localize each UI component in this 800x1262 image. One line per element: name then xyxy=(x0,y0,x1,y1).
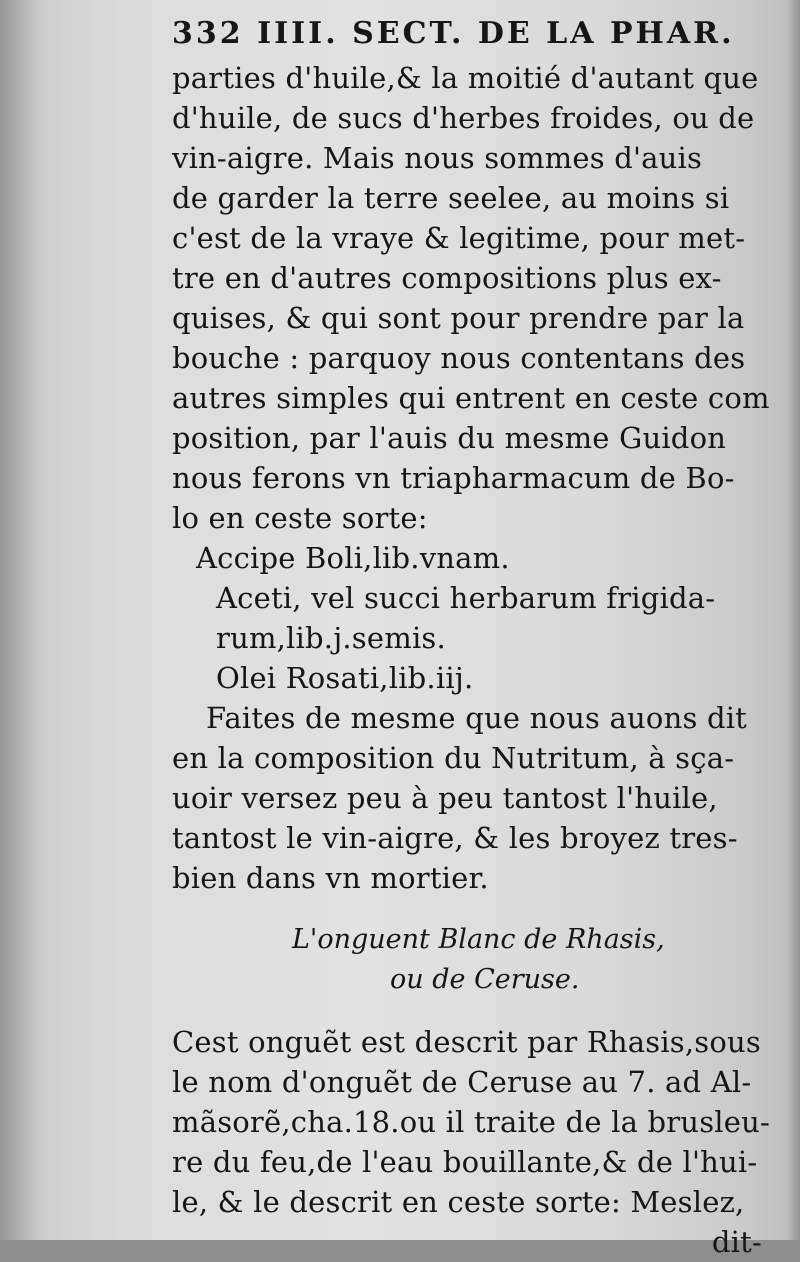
text-line: le, & le descrit en ceste sorte: Meslez, xyxy=(172,1185,745,1219)
text-line: lo en ceste sorte: xyxy=(172,501,428,535)
text-line: d'huile, de sucs d'herbes froides, ou de xyxy=(172,101,755,135)
text-line: re du feu,de l'eau bouillante,& de l'hui- xyxy=(172,1145,758,1179)
recipe xyxy=(172,538,772,698)
text-line: autres simples qui entrent en ceste com xyxy=(172,381,770,415)
text-line: bien dans vn mortier. xyxy=(172,861,489,895)
gutter-shadow xyxy=(0,0,40,1240)
text-line: Cest onguẽt est descrit par Rhasis,sous xyxy=(172,1025,761,1059)
text-line: parties d'huile,& la moitié d'autant que xyxy=(172,61,759,95)
text-line: vin-aigre. Mais nous sommes d'auis xyxy=(172,141,703,175)
text-block xyxy=(172,14,772,1262)
spacer xyxy=(172,898,772,920)
paragraph-2 xyxy=(172,698,772,898)
running-head: 332 IIII. SECT. DE LA PHAR. xyxy=(172,16,735,51)
text-line: mãsorẽ,cha.18.ou il traite de la brusleu- xyxy=(172,1105,770,1139)
recipe-line: Aceti, vel succi herbarum frigida- xyxy=(216,581,716,615)
text-line: en la composition du Nutritum, à sça- xyxy=(172,741,735,775)
text-line: uoir versez peu à peu tantost l'huile, xyxy=(172,781,718,815)
text-line: tantost le vin-aigre, & les broyez tres- xyxy=(172,821,738,855)
spacer xyxy=(172,1000,772,1022)
text-line: c'est de la vraye & legitime, pour met- xyxy=(172,221,746,255)
page-edge-shadow xyxy=(786,0,800,1240)
recipe-line: Accipe Boli,lib.vnam. xyxy=(196,541,510,575)
heading-line: ou de Ceruse. xyxy=(390,964,580,995)
text-line: quises, & qui sont pour prendre par la xyxy=(172,301,745,335)
section-heading xyxy=(172,920,772,1000)
text-line: de garder la terre seelee, au moins si xyxy=(172,181,730,215)
text-line: bouche : parquoy nous contentans des xyxy=(172,341,746,375)
recipe-line: rum,lib.j.semis. xyxy=(216,621,446,655)
paragraph-3 xyxy=(172,1022,772,1222)
catchword: dit- xyxy=(711,1225,762,1259)
text-line: le nom d'onguẽt de Ceruse au 7. ad Al- xyxy=(172,1065,752,1099)
paragraph-1 xyxy=(172,58,772,538)
text-line: tre en d'autres compositions plus ex- xyxy=(172,261,722,295)
text-line: nous ferons vn triapharmacum de Bo- xyxy=(172,461,735,495)
recipe-line: Olei Rosati,lib.iij. xyxy=(216,661,474,695)
text-line: Faites de mesme que nous auons dit xyxy=(206,701,748,735)
text-line: position, par l'auis du mesme Guidon xyxy=(172,421,727,455)
heading-line: L'onguent Blanc de Rhasis, xyxy=(292,924,665,955)
